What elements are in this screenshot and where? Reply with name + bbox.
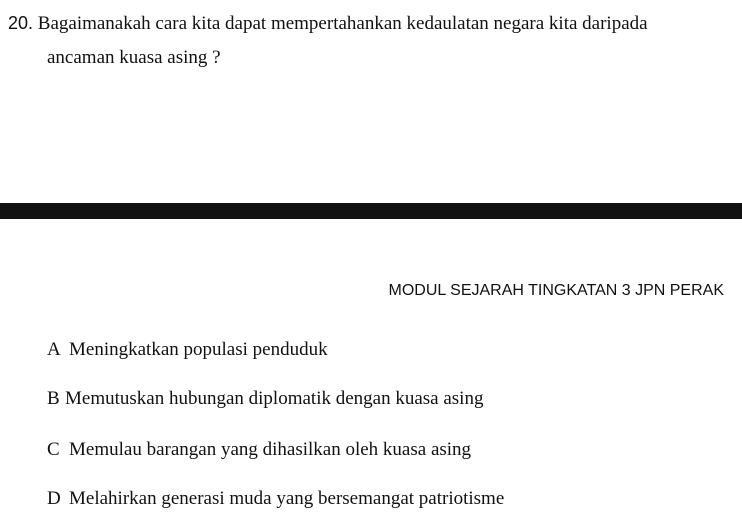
module-header: MODUL SEJARAH TINGKATAN 3 JPN PERAK xyxy=(388,282,724,299)
question-text-line-1: Bagaimanakah cara kita dapat mempertahankan kedaulatan negara kita daripada xyxy=(37,13,648,34)
option-a[interactable] xyxy=(47,339,328,361)
option-b-text: Memutuskan hubungan diplomatik dengan kuasa asing xyxy=(65,388,484,409)
option-c-text: Memulau barangan yang dihasilkan oleh kuasa asing xyxy=(69,439,472,460)
option-c-letter: C xyxy=(47,439,60,460)
option-d-letter: D xyxy=(47,488,61,509)
question-line-2 xyxy=(47,47,221,69)
page-divider xyxy=(0,203,742,219)
option-a-letter: A xyxy=(47,339,61,360)
option-d[interactable] xyxy=(47,488,504,510)
question-line-1 xyxy=(8,12,648,35)
question-text-line-2: ancaman kuasa asing ? xyxy=(47,47,221,68)
option-b-letter: B xyxy=(47,388,60,409)
option-d-text: Melahirkan generasi muda yang bersemangat patriotisme xyxy=(69,488,505,509)
question-number: 20. xyxy=(8,13,34,33)
option-b[interactable] xyxy=(47,388,483,410)
option-c[interactable] xyxy=(47,439,471,461)
option-a-text: Meningkatkan populasi penduduk xyxy=(69,339,328,360)
